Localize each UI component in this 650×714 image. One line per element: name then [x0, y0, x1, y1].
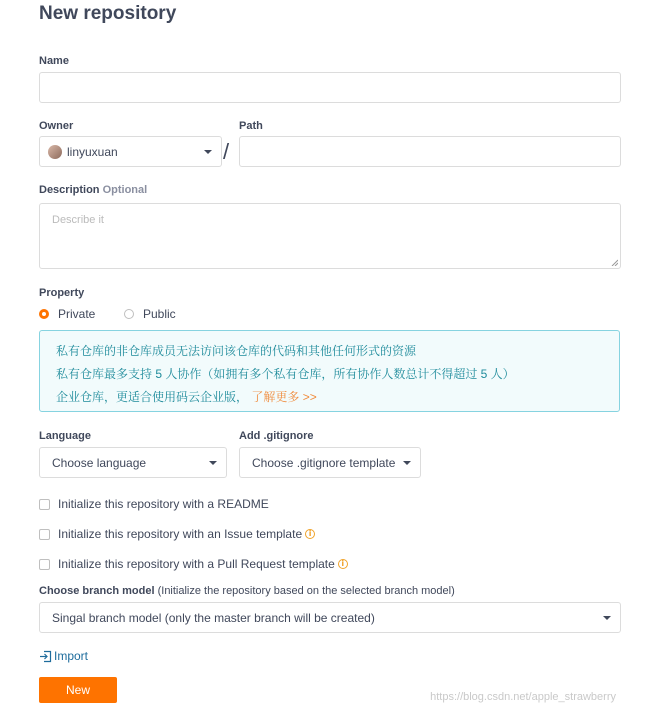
- branch-model-value: Singal branch model (only the master branch will be created): [52, 610, 375, 625]
- private-notice: [39, 330, 620, 412]
- pr-template-checkbox-row[interactable]: [39, 557, 348, 571]
- readme-checkbox[interactable]: [39, 499, 50, 510]
- caret-down-icon: [204, 150, 212, 154]
- import-icon: [39, 650, 52, 663]
- description-label-text: Description: [39, 184, 100, 196]
- import-label: Import: [54, 649, 89, 663]
- language-value: Choose language: [52, 455, 147, 470]
- pr-template-checkbox-label: Initialize this repository with a Pull Request template: [58, 557, 335, 571]
- info-icon[interactable]: i: [338, 559, 348, 569]
- description-placeholder: Describe it: [52, 214, 104, 226]
- owner-select[interactable]: [39, 136, 222, 167]
- gitignore-select[interactable]: [239, 447, 421, 478]
- issue-template-checkbox[interactable]: [39, 529, 50, 540]
- caret-down-icon: [603, 616, 611, 620]
- branch-model-label: [39, 585, 455, 597]
- description-textarea[interactable]: [39, 203, 621, 269]
- name-input[interactable]: [39, 72, 621, 103]
- issue-template-checkbox-label: Initialize this repository with an Issue template: [58, 527, 303, 541]
- radio-private[interactable]: [39, 309, 49, 319]
- property-public-label: Public: [143, 307, 176, 321]
- page-title: New repository: [39, 3, 177, 24]
- readme-checkbox-label: Initialize this repository with a README: [58, 497, 269, 511]
- pr-template-checkbox[interactable]: [39, 559, 50, 570]
- gitignore-label: Add .gitignore: [239, 430, 314, 442]
- owner-value: linyuxuan: [67, 144, 118, 159]
- readme-checkbox-row[interactable]: [39, 497, 269, 511]
- description-optional: Optional: [102, 184, 148, 196]
- new-repository-button[interactable]: New: [39, 677, 117, 703]
- owner-label: Owner: [39, 120, 74, 132]
- resize-handle-icon[interactable]: [611, 259, 618, 266]
- path-input[interactable]: [239, 136, 621, 167]
- notice-line-3-text: 企业仓库，更适合使用码云企业版，: [56, 390, 249, 404]
- info-icon[interactable]: i: [305, 529, 315, 539]
- description-label: [39, 184, 147, 196]
- learn-more-link[interactable]: 了解更多 >>: [251, 390, 317, 404]
- caret-down-icon: [403, 461, 411, 465]
- language-label: Language: [39, 430, 91, 442]
- notice-line-3: [56, 388, 317, 405]
- property-private-label: Private: [58, 307, 96, 321]
- import-link[interactable]: [39, 649, 88, 663]
- branch-model-label-text: Choose branch model: [39, 585, 155, 597]
- avatar: [48, 145, 62, 159]
- gitignore-value: Choose .gitignore template: [252, 455, 396, 470]
- property-label: Property: [39, 287, 85, 299]
- path-separator: /: [223, 139, 230, 164]
- caret-down-icon: [209, 461, 217, 465]
- issue-template-checkbox-row[interactable]: [39, 527, 315, 541]
- language-select[interactable]: [39, 447, 227, 478]
- name-label: Name: [39, 55, 69, 67]
- branch-model-select[interactable]: [39, 602, 621, 633]
- property-public-option[interactable]: [124, 307, 176, 321]
- notice-line-2: 私有仓库最多支持 5 人协作（如拥有多个私有仓库，所有协作人数总计不得超过 5 人）: [56, 367, 515, 381]
- property-private-option[interactable]: [39, 307, 95, 321]
- radio-public[interactable]: [124, 309, 134, 319]
- notice-line-1: 私有仓库的非仓库成员无法访问该仓库的代码和其他任何形式的资源: [56, 344, 417, 358]
- branch-model-hint: (Initialize the repository based on the selected branch model): [157, 585, 455, 597]
- path-label: Path: [239, 120, 263, 132]
- watermark: https://blog.csdn.net/apple_strawberry: [430, 691, 616, 703]
